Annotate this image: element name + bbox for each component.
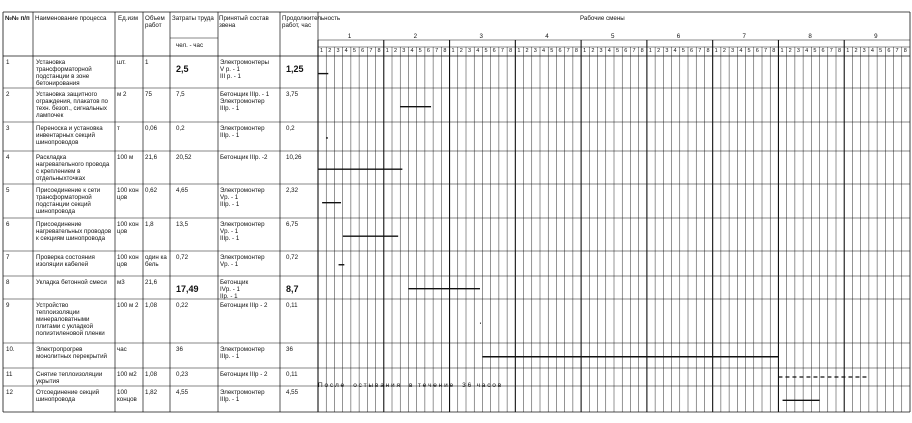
header-duration: Продолжительность работ, час bbox=[282, 15, 341, 29]
shift-label-4: 4 bbox=[545, 33, 549, 40]
hour-label: 3 bbox=[468, 48, 472, 54]
row-7-volume: один ка бель bbox=[145, 254, 167, 268]
row-3-duration: 0,2 bbox=[286, 125, 295, 132]
hour-label: 8 bbox=[509, 48, 513, 54]
row-9-unit: 100 м 2 bbox=[117, 302, 139, 309]
hour-label: 4 bbox=[542, 48, 546, 54]
row-5-labor: 4,65 bbox=[176, 187, 189, 194]
header-shifts-title: Рабочие смены bbox=[580, 15, 625, 22]
row-3-num: 3 bbox=[6, 125, 10, 132]
row-6-crew: Электромонтер Vр. - 1 IIIр. - 1 bbox=[220, 221, 265, 242]
hour-label: 5 bbox=[813, 48, 817, 54]
hour-label: 1 bbox=[846, 48, 850, 54]
row-4-num: 4 bbox=[6, 154, 10, 161]
hour-label: 6 bbox=[426, 48, 430, 54]
row-7-duration: 0,72 bbox=[286, 254, 299, 261]
hour-label: 6 bbox=[624, 48, 628, 54]
row-10-name: Электропрогрев монолитных перекрытий bbox=[36, 346, 108, 360]
row-1-num: 1 bbox=[6, 59, 10, 66]
header-volume: Объем работ bbox=[145, 15, 165, 29]
row-6-volume: 1,8 bbox=[145, 221, 154, 228]
row-2-crew: Бетонщик IIIр. - 1 Электромонтер IIIр. - 1 bbox=[220, 91, 270, 112]
row-7-labor: 0,72 bbox=[176, 254, 189, 261]
hour-label: 8 bbox=[838, 48, 842, 54]
row-6-labor: 13,5 bbox=[176, 221, 189, 228]
hour-label: 5 bbox=[616, 48, 620, 54]
hour-label: 3 bbox=[862, 48, 866, 54]
row-9-labor: 0,22 bbox=[176, 302, 189, 309]
row-7-crew: Электромонтер Vр. - 1 bbox=[220, 254, 265, 268]
row-9-crew: Бетонщик IIIр - 2 bbox=[220, 302, 268, 309]
header-num: №№ п/п bbox=[5, 15, 30, 22]
hour-label: 4 bbox=[739, 48, 743, 54]
row-2-name: Установка защитного ограждения, плакатов по техн. безоп., сигнальных лампочек bbox=[36, 91, 108, 119]
hour-label: 2 bbox=[788, 48, 792, 54]
header-name: Наименование процесса bbox=[35, 15, 107, 22]
row-10-num: 10. bbox=[6, 346, 15, 353]
hour-label: 1 bbox=[780, 48, 784, 54]
row-4-labor: 20,52 bbox=[176, 154, 192, 161]
hour-label: 1 bbox=[451, 48, 455, 54]
row-10-crew: Электромонтер IIIр. - 1 bbox=[220, 346, 265, 360]
hour-label: 8 bbox=[772, 48, 776, 54]
hour-label: 8 bbox=[706, 48, 710, 54]
row-6-duration: 6,75 bbox=[286, 221, 299, 228]
hour-label: 3 bbox=[796, 48, 800, 54]
shift-label-5: 5 bbox=[611, 33, 615, 40]
row-3-unit: т bbox=[117, 125, 120, 132]
row-9-name: Устройство теплоизоляции минераловатными плитами с укладкой полиэтиленовой пленки bbox=[36, 302, 105, 337]
hour-label: 1 bbox=[385, 48, 389, 54]
row-1-unit: шт. bbox=[117, 59, 126, 66]
hour-label: 6 bbox=[361, 48, 365, 54]
hour-label: 6 bbox=[690, 48, 694, 54]
row-10-unit: час bbox=[117, 346, 127, 353]
row-2-unit: м 2 bbox=[117, 91, 127, 98]
hour-label: 8 bbox=[443, 48, 447, 54]
hour-label: 7 bbox=[764, 48, 768, 54]
hour-label: 7 bbox=[500, 48, 504, 54]
row-4-duration: 10,26 bbox=[286, 154, 302, 161]
hour-label: 4 bbox=[476, 48, 480, 54]
row-6-name: Присоединение нагревательных проводов к секциям шинопровода bbox=[36, 221, 112, 242]
hour-label: 3 bbox=[402, 48, 406, 54]
hour-label: 4 bbox=[870, 48, 874, 54]
hour-label: 3 bbox=[533, 48, 537, 54]
hour-label: 3 bbox=[336, 48, 340, 54]
row-9-volume: 1,08 bbox=[145, 302, 158, 309]
hour-label: 2 bbox=[854, 48, 858, 54]
hour-label: 5 bbox=[681, 48, 685, 54]
row-12-unit: 100 концов bbox=[117, 389, 137, 403]
row-8-unit: м3 bbox=[117, 279, 125, 286]
row-7-name: Проверка состояния изоляции кабелей bbox=[36, 254, 95, 268]
row-1-crew: Электромонтеры V р. - 1 III р. - 1 bbox=[220, 59, 269, 80]
header-unit: Ед.изм bbox=[118, 15, 139, 22]
hour-label: 8 bbox=[377, 48, 381, 54]
hour-label: 2 bbox=[328, 48, 332, 54]
hour-label: 4 bbox=[410, 48, 414, 54]
row-8-volume: 21,6 bbox=[145, 279, 158, 286]
row-9-num: 9 bbox=[6, 302, 10, 309]
row-10-labor: 36 bbox=[176, 346, 183, 353]
row-5-unit: 100 кон цов bbox=[117, 187, 139, 201]
hour-label: 3 bbox=[731, 48, 735, 54]
hour-label: 2 bbox=[394, 48, 398, 54]
hour-label: 5 bbox=[550, 48, 554, 54]
hour-label: 7 bbox=[435, 48, 439, 54]
row-2-num: 2 bbox=[6, 91, 10, 98]
hour-label: 4 bbox=[805, 48, 809, 54]
row-12-num: 12 bbox=[6, 389, 13, 396]
row-11-volume: 1,08 bbox=[145, 371, 158, 378]
hour-label: 5 bbox=[747, 48, 751, 54]
row-8-num: 8 bbox=[6, 279, 10, 286]
shift-label-8: 8 bbox=[808, 33, 812, 40]
hour-label: 8 bbox=[903, 48, 907, 54]
hour-label: 7 bbox=[369, 48, 373, 54]
row-5-volume: 0,62 bbox=[145, 187, 158, 194]
hour-label: 2 bbox=[459, 48, 463, 54]
row-1-labor: 2,5 bbox=[176, 64, 189, 74]
row-8-name: Укладка бетонной смеси bbox=[36, 279, 107, 286]
shift-label-9: 9 bbox=[874, 33, 878, 40]
hour-label: 1 bbox=[648, 48, 652, 54]
row-5-num: 5 bbox=[6, 187, 10, 194]
row-11-labor: 0,23 bbox=[176, 371, 189, 378]
hour-label: 5 bbox=[418, 48, 422, 54]
hour-label: 6 bbox=[821, 48, 825, 54]
row-5-name: Присоединение к сети трансформаторной подстанции секций шинопровода bbox=[36, 187, 101, 215]
row-4-name: Раскладка нагревательного провода с креплением в отдельныхточках bbox=[36, 154, 110, 182]
row-1-duration: 1,25 bbox=[286, 64, 304, 74]
row-8-duration: 8,7 bbox=[286, 284, 299, 294]
row-8-crew: Бетонщик IVр. - 1 IIр. - 1 bbox=[220, 279, 249, 300]
row-2-volume: 75 bbox=[145, 91, 152, 98]
hour-label: 8 bbox=[574, 48, 578, 54]
hour-label: 2 bbox=[722, 48, 726, 54]
row-4-crew: Бетонщик IIIр. -2 bbox=[220, 154, 268, 161]
row-12-crew: Электромонтер IIIр. - 1 bbox=[220, 389, 265, 403]
hour-label: 2 bbox=[525, 48, 529, 54]
hour-label: 8 bbox=[640, 48, 644, 54]
row-3-volume: 0,06 bbox=[145, 125, 158, 132]
hour-label: 1 bbox=[714, 48, 718, 54]
row-3-name: Переноска и установка инвентарных секций шинопроводов bbox=[36, 125, 103, 146]
row-12-name: Отсоединение секций шинопровода bbox=[36, 389, 100, 403]
hour-label: 1 bbox=[320, 48, 324, 54]
hour-label: 1 bbox=[517, 48, 521, 54]
hour-label: 6 bbox=[492, 48, 496, 54]
row-7-num: 7 bbox=[6, 254, 10, 261]
row-5-crew: Электромонтер Vр. - 1 IIIр. - 1 bbox=[220, 187, 265, 208]
row-7-unit: 100 кон цов bbox=[117, 254, 139, 268]
row-1-name: Установка трансформаторной подстанции в зоне бетонирования bbox=[36, 59, 92, 87]
row-12-labor: 4,55 bbox=[176, 389, 189, 396]
hour-label: 7 bbox=[566, 48, 570, 54]
row-11-duration: 0,11 bbox=[286, 371, 298, 378]
row-2-labor: 7,5 bbox=[176, 91, 185, 98]
row-11-name: Снятие теплоизоляции укрытия bbox=[36, 371, 103, 385]
hour-label: 3 bbox=[665, 48, 669, 54]
row-12-volume: 1,82 bbox=[145, 389, 158, 396]
header-labor-unit: чел. - час bbox=[176, 42, 204, 49]
row-10-volume bbox=[145, 346, 169, 368]
row-6-num: 6 bbox=[6, 221, 10, 228]
hour-label: 4 bbox=[344, 48, 348, 54]
hour-label: 5 bbox=[352, 48, 356, 54]
hour-label: 2 bbox=[657, 48, 661, 54]
hour-label: 6 bbox=[755, 48, 759, 54]
row-4-volume: 21,6 bbox=[145, 154, 158, 161]
row-11-unit: 100 м2 bbox=[117, 371, 137, 378]
hour-label: 4 bbox=[607, 48, 611, 54]
row-1-volume: 1 bbox=[145, 59, 149, 66]
header-labor: Затраты труда bbox=[172, 15, 214, 22]
hour-label: 4 bbox=[673, 48, 677, 54]
hour-label: 7 bbox=[632, 48, 636, 54]
row-3-labor: 0,2 bbox=[176, 125, 185, 132]
row-6-unit: 100 кон цов bbox=[117, 221, 139, 235]
hour-label: 5 bbox=[879, 48, 883, 54]
hour-label: 3 bbox=[599, 48, 603, 54]
row-11-num: 11 bbox=[6, 371, 13, 378]
row-8-labor: 17,49 bbox=[176, 284, 199, 294]
shift-label-6: 6 bbox=[676, 33, 681, 40]
hour-label: 7 bbox=[698, 48, 702, 54]
row-10-duration: 36 bbox=[286, 346, 293, 353]
row-11-crew: Бетонщик IIIр - 2 bbox=[220, 371, 268, 378]
row-5-duration: 2,32 bbox=[286, 187, 299, 194]
row-4-unit: 100 м bbox=[117, 154, 134, 161]
row-3-crew: Электромонтер IIIр. - 1 bbox=[220, 125, 265, 139]
shift-label-7: 7 bbox=[742, 33, 746, 40]
row-9-duration: 0,11 bbox=[286, 302, 298, 309]
hour-label: 2 bbox=[591, 48, 595, 54]
shift-label-1: 1 bbox=[347, 33, 352, 40]
hour-label: 7 bbox=[829, 48, 833, 54]
header-crew: Принятый состав звена bbox=[219, 15, 269, 29]
row-2-duration: 3,75 bbox=[286, 91, 299, 98]
hour-label: 6 bbox=[558, 48, 562, 54]
row-12-duration: 4,55 bbox=[286, 389, 299, 396]
hour-label: 1 bbox=[583, 48, 587, 54]
shift-label-3: 3 bbox=[479, 33, 483, 40]
hour-label: 6 bbox=[887, 48, 891, 54]
hour-label: 5 bbox=[484, 48, 488, 54]
hour-label: 7 bbox=[895, 48, 899, 54]
cooling-note: П о с л е о с т ы в а н и я в т е ч е н и е 3 6 ч а с о в bbox=[318, 382, 502, 389]
shift-label-2: 2 bbox=[413, 33, 418, 40]
